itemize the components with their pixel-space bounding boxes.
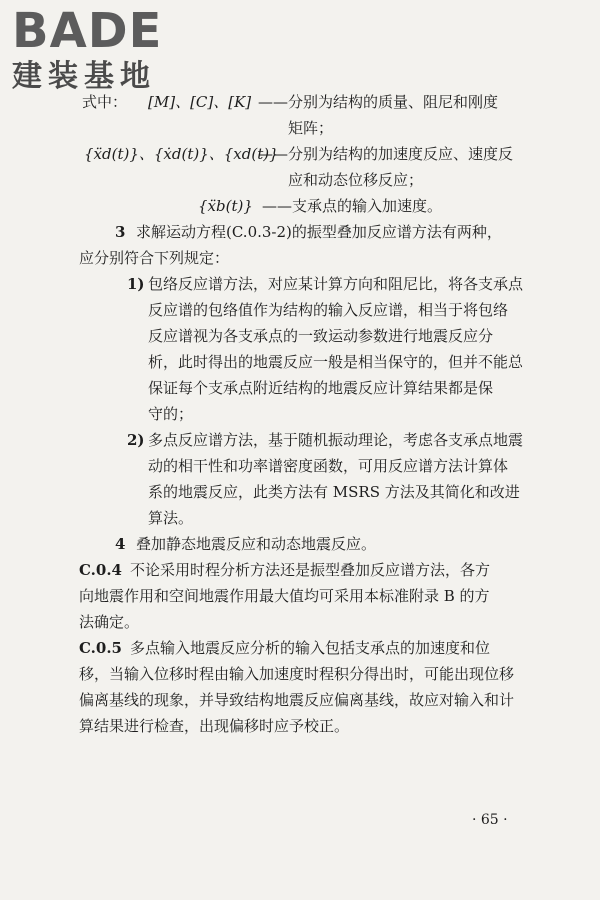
- def-cont-2: 应和动态位移反应；: [288, 171, 424, 189]
- def-cont-1: 矩阵；: [288, 119, 334, 137]
- def-symbols-2: {ẍd(t)}、{ẋd(t)}、{xd(t)}: [84, 145, 279, 163]
- logo: [12, 3, 182, 94]
- def-desc-2: ——分别为结构的加速度反应、速度反: [258, 145, 514, 163]
- logo-word: BADE: [12, 3, 163, 59]
- def-symbols-1: [M]、[C]、[K]: [148, 93, 252, 111]
- c05-line-4: 算结果进行检查，出现偏移时应予校正。: [79, 717, 350, 735]
- c04-number: C.0.4: [79, 561, 122, 579]
- sub1-line-5: 保证每个支承点附近结构的地震反应计算结果都是保: [148, 379, 494, 397]
- def-desc-3: ——支承点的输入加速度。: [262, 197, 443, 215]
- item3-line-2: 应分别符合下列规定：: [79, 249, 230, 267]
- sub1-line-2: 反应谱的包络值作为结构的输入反应谱，相当于将包络: [148, 301, 509, 319]
- sub2-number: 2): [127, 431, 145, 449]
- item3-number: 3: [115, 223, 126, 241]
- sub2-line-2: 动的相干性和功率谱密度函数，可用反应谱方法计算体: [148, 457, 509, 475]
- sub2-line-3: 系的地震反应，此类方法有 MSRS 方法及其简化和改进: [148, 483, 520, 501]
- c05-line-2: 移，当输入位移时程由输入加速度时程积分得出时，可能出现位移: [79, 665, 515, 683]
- def-desc-1: ——分别为结构的质量、阻尼和刚度: [258, 93, 499, 111]
- def-symbols-3: {ẍb(t)}: [198, 197, 253, 215]
- c05-line-1: 多点输入地震反应分析的输入包括支承点的加速度和位: [130, 639, 491, 657]
- item4-text: 叠加静态地震反应和动态地震反应。: [136, 535, 377, 553]
- c04-line-3: 法确定。: [79, 613, 140, 631]
- item3-line-1: 求解运动方程(C.0.3-2)的振型叠加反应谱方法有两种，: [136, 223, 502, 241]
- page-number: · 65 ·: [472, 812, 508, 828]
- c04-line-2: 向地震作用和空间地震作用最大值均可采用本标准附录 B 的方: [79, 587, 490, 605]
- c04-line-1: 不论采用时程分析方法还是振型叠加反应谱方法，各方: [130, 561, 491, 579]
- defs-label: 式中：: [82, 93, 128, 111]
- sub1-line-1: 包络反应谱方法，对应某计算方向和阻尼比，将各支承点: [148, 275, 524, 293]
- sub1-line-6: 守的；: [148, 405, 194, 423]
- logo-subtitle: 建装基地: [12, 59, 156, 94]
- sub2-line-1: 多点反应谱方法，基于随机振动理论，考虑各支承点地震: [148, 431, 524, 449]
- sub2-line-4: 算法。: [148, 509, 194, 527]
- sub1-line-4: 析，此时得出的地震反应一般是相当保守的，但并不能总: [148, 353, 524, 371]
- sub1-line-3: 反应谱视为各支承点的一致运动参数进行地震反应分: [148, 327, 494, 345]
- sub1-number: 1): [127, 275, 145, 293]
- item4-number: 4: [115, 535, 126, 553]
- c05-line-3: 偏离基线的现象，并导致结构地震反应偏离基线，故应对输入和计: [79, 691, 515, 709]
- c05-number: C.0.5: [79, 639, 122, 657]
